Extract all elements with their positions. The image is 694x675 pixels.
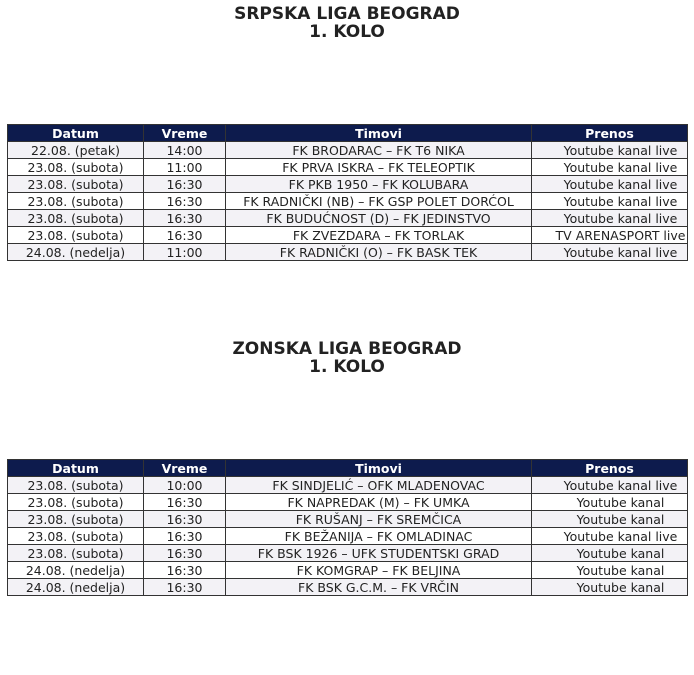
- cell-prenos: Youtube kanal: [532, 511, 688, 528]
- cell-datum: 23.08. (subota): [8, 511, 144, 528]
- header-prenos: Prenos: [532, 460, 688, 477]
- header-vreme: Vreme: [144, 460, 226, 477]
- cell-datum: 24.08. (nedelja): [8, 244, 144, 261]
- zonska-title-line1: ZONSKA LIGA BEOGRAD: [232, 339, 462, 359]
- cell-vreme: 16:30: [144, 193, 226, 210]
- cell-timovi: FK BSK 1926 – UFK STUDENTSKI GRAD: [226, 545, 532, 562]
- cell-datum: 22.08. (petak): [8, 142, 144, 159]
- cell-vreme: 16:30: [144, 562, 226, 579]
- cell-timovi: FK BRODARAC – FK T6 NIKA: [226, 142, 532, 159]
- srpska-title-line1: SRPSKA LIGA BEOGRAD: [234, 4, 460, 24]
- srpska-liga-table: [7, 124, 688, 261]
- cell-timovi: FK RADNIČKI (O) – FK BASK TEK: [226, 244, 532, 261]
- table-row: [8, 545, 688, 562]
- cell-prenos: Youtube kanal live: [532, 477, 688, 494]
- cell-datum: 23.08. (subota): [8, 545, 144, 562]
- cell-datum: 23.08. (subota): [8, 528, 144, 545]
- cell-vreme: 16:30: [144, 494, 226, 511]
- table-row: [8, 494, 688, 511]
- cell-vreme: 16:30: [144, 579, 226, 596]
- cell-vreme: 16:30: [144, 545, 226, 562]
- table-row: [8, 227, 688, 244]
- cell-timovi: FK NAPREDAK (M) – FK UMKA: [226, 494, 532, 511]
- cell-vreme: 16:30: [144, 227, 226, 244]
- table-row: [8, 159, 688, 176]
- cell-prenos: Youtube kanal live: [532, 528, 688, 545]
- cell-datum: 24.08. (nedelja): [8, 579, 144, 596]
- table-row: [8, 193, 688, 210]
- table-row: [8, 244, 688, 261]
- cell-prenos: Youtube kanal live: [532, 159, 688, 176]
- header-timovi: Timovi: [226, 125, 532, 142]
- cell-prenos: Youtube kanal: [532, 494, 688, 511]
- cell-vreme: 16:30: [144, 210, 226, 227]
- header-prenos: Prenos: [532, 125, 688, 142]
- cell-vreme: 14:00: [144, 142, 226, 159]
- srpska-liga-title: [0, 5, 694, 41]
- cell-timovi: FK SINDJELIĆ – OFK MLADENOVAC: [226, 477, 532, 494]
- table-row: [8, 477, 688, 494]
- table-row: [8, 176, 688, 193]
- cell-vreme: 10:00: [144, 477, 226, 494]
- cell-timovi: FK BSK G.C.M. – FK VRČIN: [226, 579, 532, 596]
- cell-vreme: 11:00: [144, 244, 226, 261]
- table-row: [8, 142, 688, 159]
- cell-vreme: 16:30: [144, 511, 226, 528]
- cell-vreme: 16:30: [144, 176, 226, 193]
- cell-vreme: 11:00: [144, 159, 226, 176]
- table-row: [8, 528, 688, 545]
- zonska-liga-table: [7, 459, 688, 596]
- cell-timovi: FK RUŠANJ – FK SREMČICA: [226, 511, 532, 528]
- header-vreme: Vreme: [144, 125, 226, 142]
- cell-prenos: TV ARENASPORT live: [532, 227, 688, 244]
- cell-prenos: Youtube kanal: [532, 579, 688, 596]
- cell-datum: 23.08. (subota): [8, 227, 144, 244]
- cell-datum: 23.08. (subota): [8, 210, 144, 227]
- cell-datum: 23.08. (subota): [8, 477, 144, 494]
- zonska-title-line2: 1. KOLO: [309, 357, 385, 377]
- table-header-row: [8, 125, 688, 142]
- cell-timovi: FK RADNIČKI (NB) – FK GSP POLET DORĆOL: [226, 193, 532, 210]
- table-row: [8, 579, 688, 596]
- cell-timovi: FK KOMGRAP – FK BELJINA: [226, 562, 532, 579]
- table-row: [8, 511, 688, 528]
- cell-prenos: Youtube kanal live: [532, 176, 688, 193]
- table-row: [8, 562, 688, 579]
- cell-datum: 24.08. (nedelja): [8, 562, 144, 579]
- cell-datum: 23.08. (subota): [8, 176, 144, 193]
- cell-prenos: Youtube kanal live: [532, 244, 688, 261]
- cell-datum: 23.08. (subota): [8, 193, 144, 210]
- zonska-liga-title: [0, 340, 694, 376]
- cell-timovi: FK BUDUĆNOST (D) – FK JEDINSTVO: [226, 210, 532, 227]
- cell-timovi: FK ZVEZDARA – FK TORLAK: [226, 227, 532, 244]
- header-datum: Datum: [8, 125, 144, 142]
- cell-prenos: Youtube kanal live: [532, 193, 688, 210]
- cell-timovi: FK PRVA ISKRA – FK TELEOPTIK: [226, 159, 532, 176]
- header-timovi: Timovi: [226, 460, 532, 477]
- cell-prenos: Youtube kanal: [532, 562, 688, 579]
- table-header-row: [8, 460, 688, 477]
- cell-datum: 23.08. (subota): [8, 159, 144, 176]
- table-row: [8, 210, 688, 227]
- header-datum: Datum: [8, 460, 144, 477]
- cell-prenos: Youtube kanal: [532, 545, 688, 562]
- srpska-title-line2: 1. KOLO: [309, 22, 385, 42]
- cell-vreme: 16:30: [144, 528, 226, 545]
- cell-datum: 23.08. (subota): [8, 494, 144, 511]
- cell-prenos: Youtube kanal live: [532, 210, 688, 227]
- cell-prenos: Youtube kanal live: [532, 142, 688, 159]
- cell-timovi: FK BEŽANIJA – FK OMLADINAC: [226, 528, 532, 545]
- cell-timovi: FK PKB 1950 – FK KOLUBARA: [226, 176, 532, 193]
